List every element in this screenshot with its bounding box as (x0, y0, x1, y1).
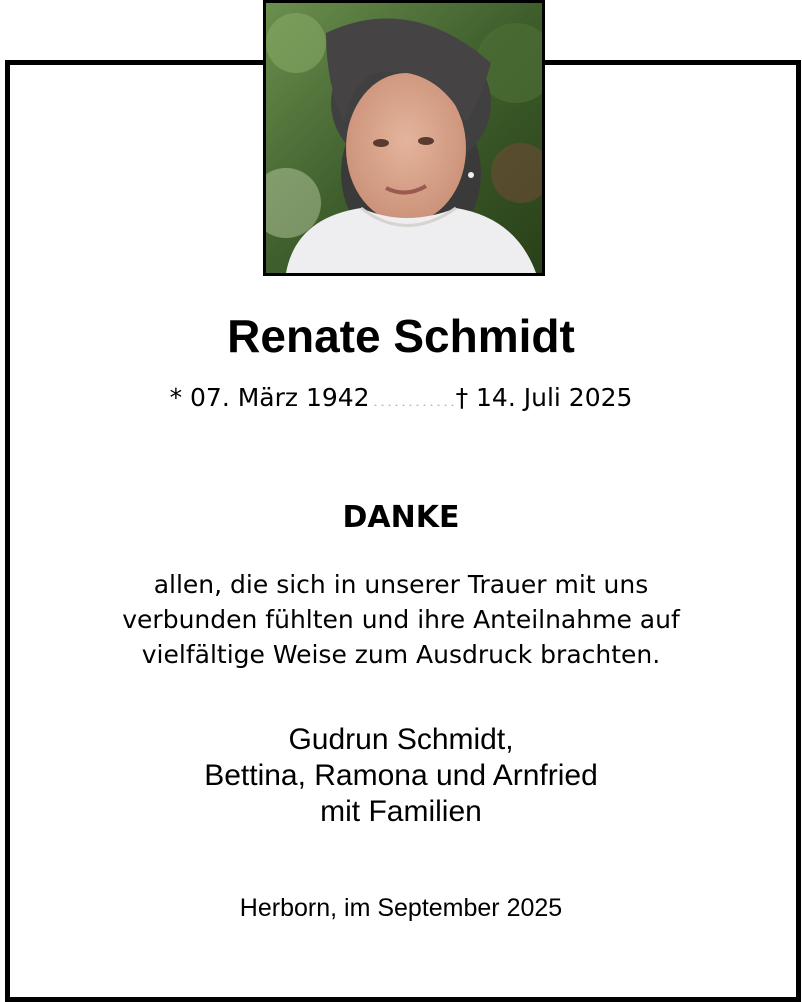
thanks-message (20, 567, 782, 672)
message-line: allen, die sich in unserer Trauer mit uns (153, 570, 649, 599)
portrait-image (266, 3, 542, 273)
life-dates (0, 380, 802, 416)
signature-line: Gudrun Schmidt, (288, 723, 514, 756)
portrait-photo (263, 0, 545, 276)
place-and-date: Herborn, im September 2025 (239, 894, 563, 922)
deceased-name: Renate Schmidt (227, 310, 575, 362)
signature-line: mit Familien (320, 795, 482, 828)
message-line: vielfältige Weise zum Ausdruck brachten. (141, 640, 661, 669)
family-signature (0, 722, 802, 830)
birth-date: * 07. März 1942 (169, 383, 370, 412)
thanks-heading: DANKE (342, 500, 460, 535)
message-line: verbunden fühlten und ihre Anteilnahme auf (122, 605, 680, 634)
signature-line: Bettina, Ramona und Arnfried (204, 759, 598, 792)
death-date: † 14. Juli 2025 (455, 383, 633, 412)
dotted-separator (372, 386, 454, 406)
